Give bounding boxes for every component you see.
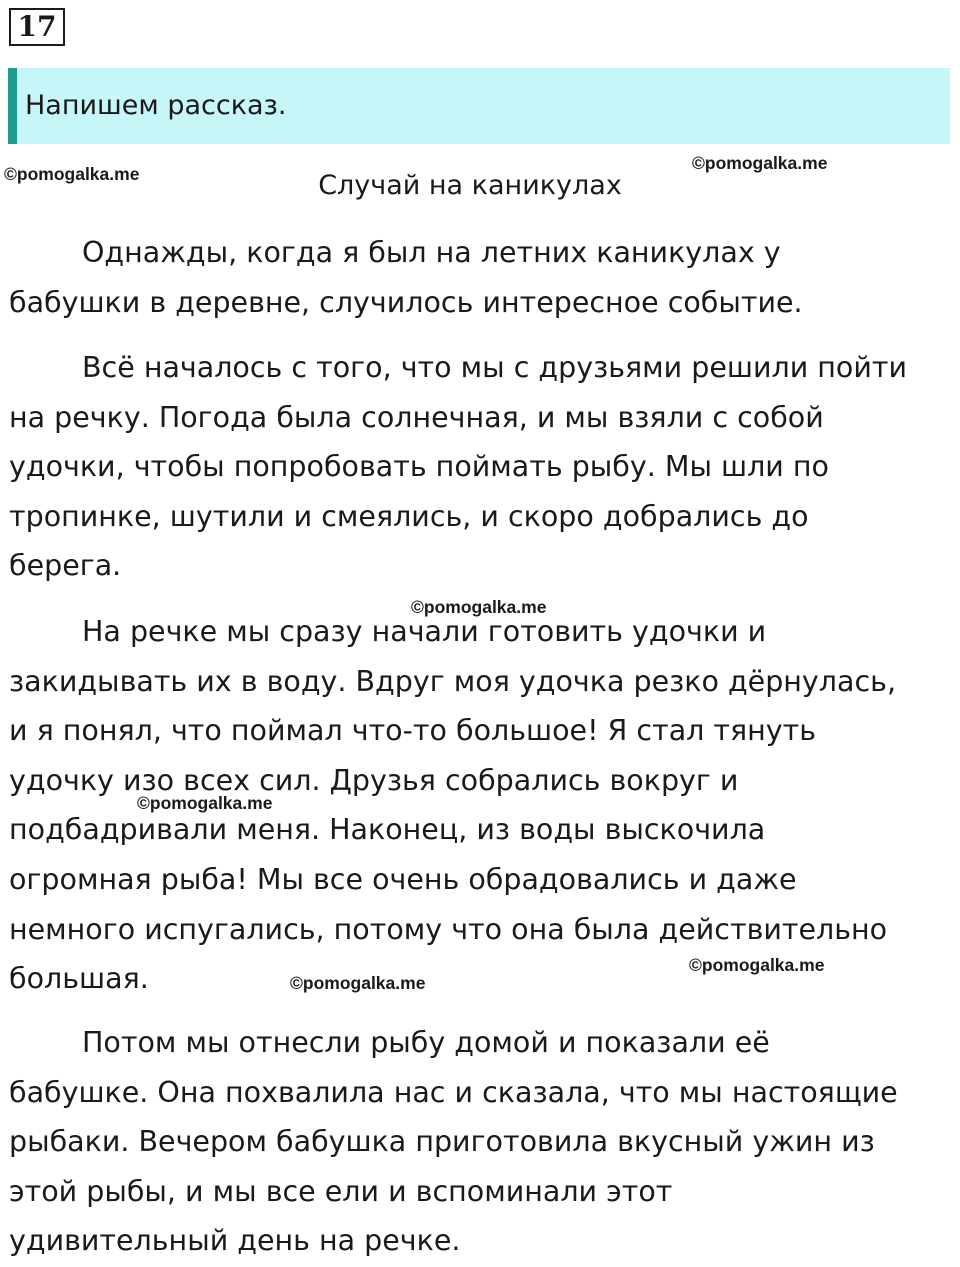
story-paragraph-1 bbox=[9, 228, 957, 327]
paragraph-line: огромная рыба! Мы все очень обрадовались и даже bbox=[9, 862, 797, 896]
watermark: ©pomogalka.me bbox=[692, 153, 828, 173]
task-instruction-banner bbox=[8, 68, 950, 144]
paragraph-line: закидывать их в воду. Вдруг моя удочка резко дёрнулась, bbox=[9, 664, 897, 698]
paragraph-line: Всё началось с того, что мы с друзьями решили пойти bbox=[82, 351, 907, 384]
paragraph-line: Потом мы отнесли рыбу домой и показали её bbox=[82, 1026, 770, 1059]
paragraph-line: берега. bbox=[9, 549, 122, 583]
story-paragraph-2 bbox=[9, 343, 957, 591]
paragraph-line: бабушки в деревне, случилось интересное событие. bbox=[9, 285, 803, 319]
paragraph-line: На речке мы сразу начали готовить удочки и bbox=[82, 615, 767, 648]
paragraph-line: удочку изо всех сил. Друзья собрались вокруг и bbox=[9, 763, 739, 797]
watermark: ©pomogalka.me bbox=[137, 793, 273, 813]
paragraph-line: тропинке, шутили и смеялись, и скоро добрались до bbox=[9, 499, 809, 533]
watermark: ©pomogalka.me bbox=[4, 164, 140, 184]
task-instruction-text: Напишем рассказ. bbox=[25, 90, 287, 121]
paragraph-line: немного испугались, потому что она была действительно bbox=[9, 912, 888, 946]
paragraph-line: и я понял, что поймал что-то большое! Я стал тянуть bbox=[9, 714, 817, 748]
watermark: ©pomogalka.me bbox=[411, 597, 547, 617]
watermark: ©pomogalka.me bbox=[689, 955, 825, 975]
paragraph-line: большая. bbox=[9, 962, 149, 996]
watermark: ©pomogalka.me bbox=[290, 973, 426, 993]
paragraph-line: рыбаки. Вечером бабушка приготовила вкусный ужин из bbox=[9, 1125, 875, 1159]
paragraph-line: удивительный день на речке. bbox=[9, 1224, 461, 1258]
story-title: Случай на каникулах bbox=[318, 170, 622, 201]
paragraph-line: на речку. Погода была солнечная, и мы взяли с собой bbox=[9, 400, 824, 434]
paragraph-line: Однажды, когда я был на летних каникулах у bbox=[82, 236, 781, 269]
banner-accent-bar bbox=[8, 68, 17, 144]
task-number-badge: 17 bbox=[9, 8, 65, 46]
paragraph-line: удочки, чтобы попробовать поймать рыбу. Мы шли по bbox=[9, 450, 829, 484]
paragraph-line: этой рыбы, и мы все ели и вспоминали этот bbox=[9, 1174, 673, 1208]
story-paragraph-4 bbox=[9, 1018, 957, 1266]
paragraph-line: подбадривали меня. Наконец, из воды выскочила bbox=[9, 813, 766, 847]
paragraph-line: бабушке. Она похвалила нас и сказала, что мы настоящие bbox=[9, 1075, 898, 1109]
